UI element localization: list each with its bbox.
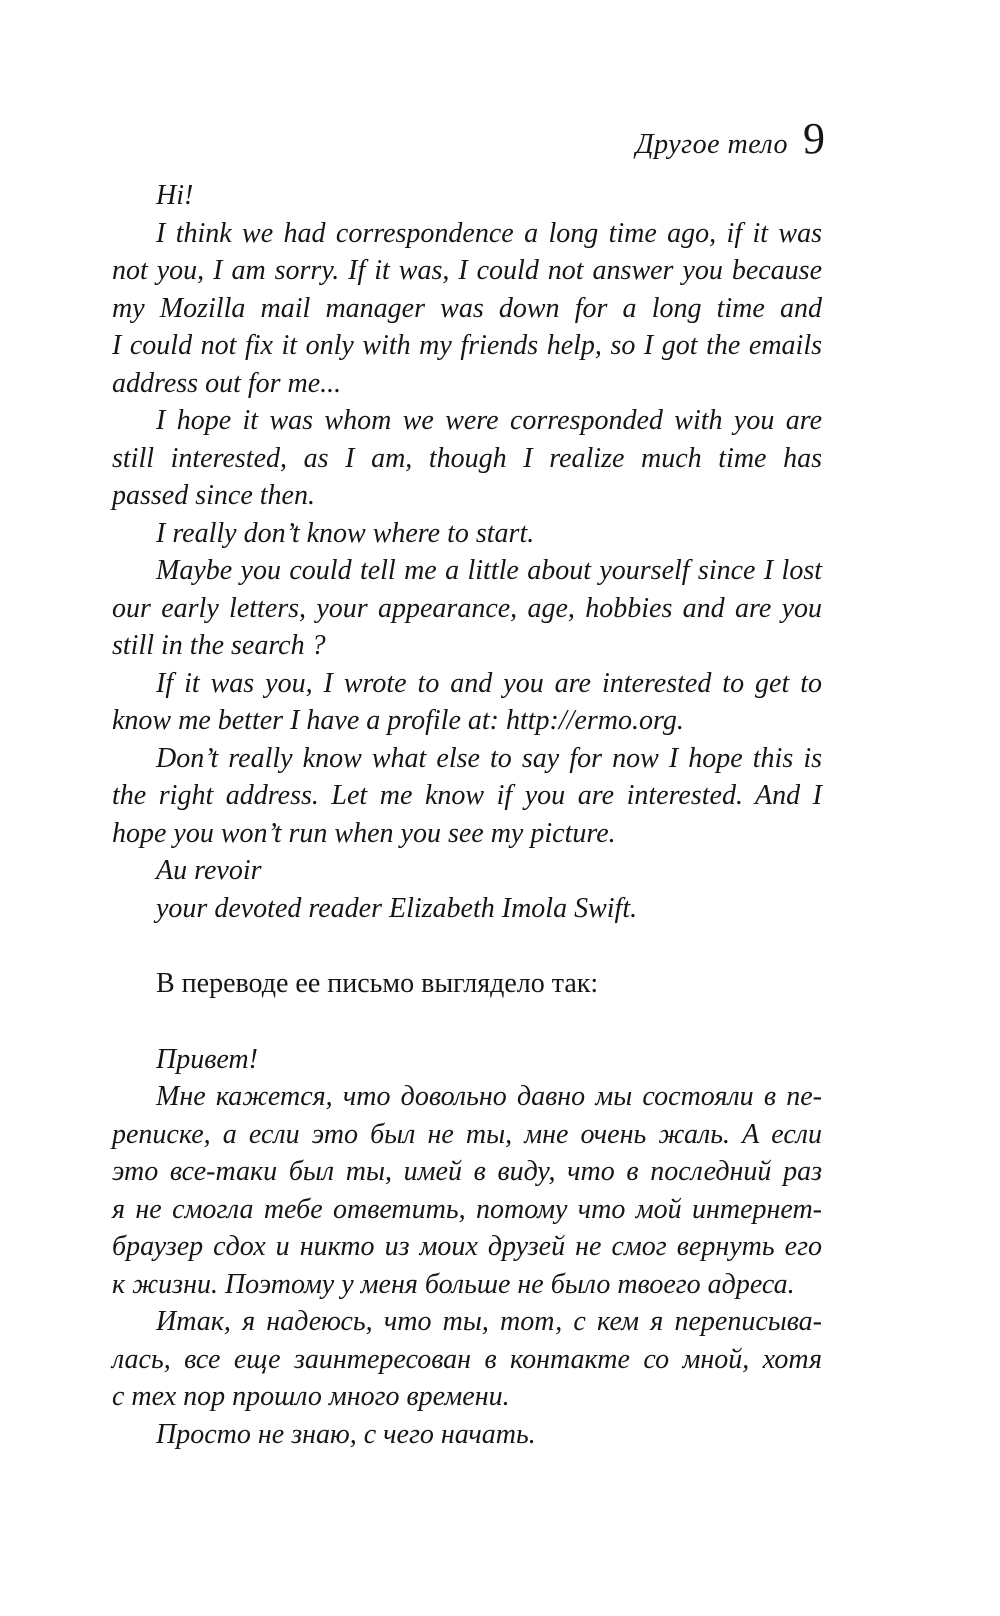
letter-line: hope you won’t run when you see my picture. <box>112 817 616 849</box>
letter-line: still interested, as I am, though I realize much time has <box>112 442 822 474</box>
letter-line: лась, все еще заинтересован в контакте со мной, хотя <box>112 1343 822 1375</box>
narrative-intro: В переводе ее письмо выглядело так: <box>156 968 599 999</box>
letter-line: Мне кажется, что довольно давно мы состояли в пе- <box>156 1081 822 1112</box>
letter-line: If it was you, I wrote to and you are interested to get to <box>156 667 822 699</box>
letter-line: к жизни. Поэтому у меня больше не было твоего адреса. <box>112 1268 795 1300</box>
letter-line: это все-таки был ты, имей в виду, что в последний раз <box>112 1156 822 1187</box>
paragraph <box>112 515 822 553</box>
letter-line: Привет! <box>156 1043 258 1075</box>
letter-line: I think we had correspondence a long time ago, if it was <box>156 217 822 249</box>
letter-line: Au revoir <box>156 855 262 886</box>
paragraph <box>112 665 822 740</box>
letter-line: с тех пор прошло много времени. <box>112 1381 510 1412</box>
running-title: Другое тело <box>635 129 788 160</box>
letter-line: I hope it was whom we were corresponded with you are <box>156 405 822 436</box>
letter-line: I could not fix it only with my friends help, so I got the emails <box>112 330 822 361</box>
paragraph <box>112 740 822 853</box>
paragraph <box>112 552 822 665</box>
text-column <box>112 177 822 1453</box>
paragraph <box>112 402 822 515</box>
letter-russian-translation <box>112 1041 822 1454</box>
paragraph <box>112 1041 822 1079</box>
letter-line: address out for me... <box>112 367 342 399</box>
page-number: 9 <box>803 114 825 163</box>
paragraph <box>112 852 822 890</box>
letter-line: passed since then. <box>112 480 315 511</box>
paragraph <box>112 215 822 403</box>
letter-line: still in the search ? <box>112 630 326 661</box>
letter-line: I really don’t know where to start. <box>156 517 535 549</box>
paragraph <box>112 890 822 928</box>
letter-line: my Mozilla mail manager was down for a long time and <box>112 292 822 324</box>
letter-line: your devoted reader Elizabeth Imola Swift. <box>156 892 638 924</box>
running-head <box>636 113 825 164</box>
paragraph <box>112 1078 822 1303</box>
letter-line: Maybe you could tell me a little about yourself since I lost <box>156 555 822 586</box>
paragraph <box>112 177 822 215</box>
letter-line: я не смогла тебе ответить, потому что мой интернет- <box>112 1193 822 1225</box>
letter-line: Don’t really know what else to say for now I hope this is <box>156 742 822 774</box>
letter-line: Просто не знаю, с чего начать. <box>156 1418 536 1450</box>
paragraph <box>112 1416 822 1454</box>
letter-line: Итак, я надеюсь, что ты, тот, с кем я переписыва- <box>156 1306 822 1337</box>
letter-line: браузер сдох и никто из моих друзей не смог вернуть его <box>112 1231 822 1262</box>
letter-line: Hi! <box>156 180 194 211</box>
letter-original-english <box>112 177 822 927</box>
letter-line: know me better I have a profile at: http://ermo.org. <box>112 705 684 736</box>
letter-line: not you, I am sorry. If it was, I could not answer you because <box>112 255 822 286</box>
paragraph <box>112 1303 822 1416</box>
letter-line: the right address. Let me know if you are interested. And I <box>112 780 822 811</box>
letter-line: реписке, а если это был не ты, мне очень жаль. А если <box>112 1118 822 1150</box>
letter-line: our early letters, your appearance, age, hobbies and are you <box>112 592 822 624</box>
